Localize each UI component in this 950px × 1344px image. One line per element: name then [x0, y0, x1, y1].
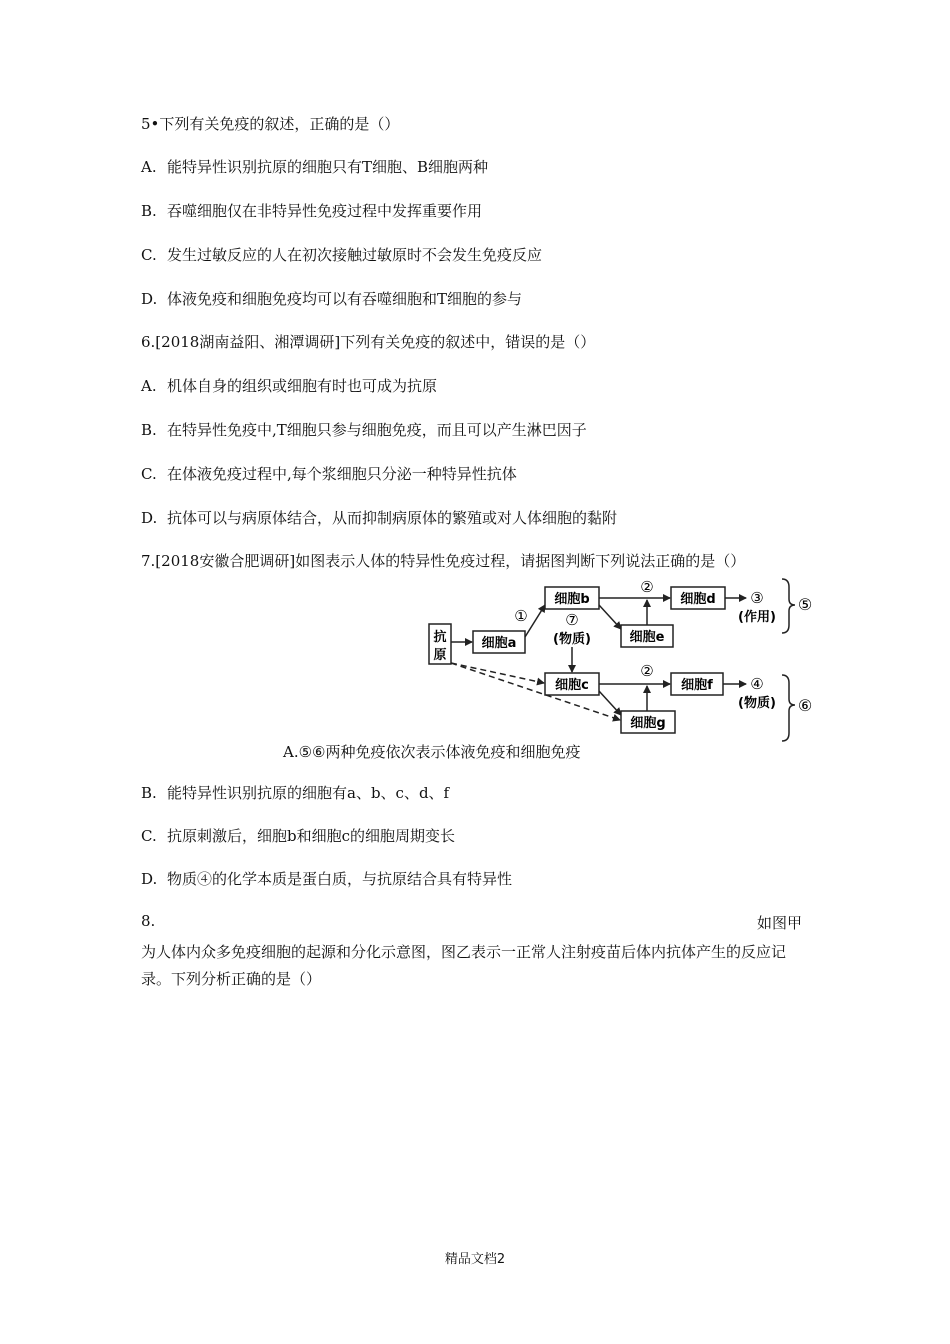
q5-option-b — [141, 201, 482, 221]
q5-stem: 5•下列有关免疫的叙述，正确的是（） — [141, 115, 400, 133]
cell-g-box — [621, 711, 675, 733]
brace-5 — [782, 579, 795, 633]
page-footer: 精品文档2 — [444, 1252, 506, 1267]
label-1: ① — [514, 607, 528, 625]
label-6: ⑥ — [797, 696, 813, 715]
dashed-arrow-antigen-to-c — [451, 663, 544, 683]
cell-c-label: 细胞c — [555, 678, 589, 693]
immune-process-diagram — [425, 575, 815, 745]
option-letter: D. — [141, 509, 158, 527]
option-letter: C. — [141, 246, 157, 264]
cell-c-box — [545, 673, 599, 695]
option-text: 能特异性识别抗原的细胞只有T细胞、B细胞两种 — [167, 158, 489, 176]
antigen-label-bottom: 原 — [433, 648, 447, 663]
option-letter: C. — [141, 827, 157, 845]
antigen-label-top: 抗 — [433, 630, 447, 645]
q5-option-c — [141, 245, 542, 265]
option-letter: B. — [141, 784, 157, 802]
brace-6 — [782, 675, 795, 741]
option-letter: C. — [141, 465, 157, 483]
label-3: ③ — [750, 589, 764, 607]
option-text: 能特异性识别抗原的细胞有a、b、c、d、f — [167, 784, 450, 802]
q7-option-b — [141, 783, 449, 803]
arrow-b-to-e — [599, 605, 621, 629]
q7-option-d — [141, 869, 512, 889]
q8-lead-text: 如图甲 — [756, 914, 802, 932]
q7-stem: 7.[2018安徽合肥调研]如图表示人体的特异性免疫过程，请据图判断下列说法正确的是（） — [141, 552, 746, 570]
q6-stem: 6.[2018湖南益阳、湘潭调研]下列有关免疫的叙述中，错误的是（） — [141, 333, 596, 351]
cell-d-label: 细胞d — [680, 592, 716, 607]
option-letter: A. — [141, 158, 157, 176]
cell-a-label: 细胞a — [481, 636, 517, 651]
q5-option-a — [141, 157, 488, 177]
arrow-a-to-b — [525, 605, 545, 637]
q7-option-a: A.⑤⑥两种免疫依次表示体液免疫和细胞免疫 — [283, 743, 581, 761]
option-text: 体液免疫和细胞免疫均可以有吞噬细胞和T细胞的参与 — [167, 290, 523, 308]
label-4-note: (物质) — [738, 696, 776, 711]
cell-a-box — [473, 631, 525, 653]
label-2-top: ② — [640, 578, 654, 596]
option-letter: B. — [141, 202, 157, 220]
option-letter: B. — [141, 421, 157, 439]
option-letter: D. — [141, 290, 158, 308]
option-text: 物质④的化学本质是蛋白质，与抗原结合具有特异性 — [167, 870, 513, 888]
option-letter: A. — [141, 377, 157, 395]
arrow-c-to-g — [599, 691, 621, 715]
q6-option-b — [141, 420, 587, 440]
option-text: 抗原刺激后，细胞b和细胞c的细胞周期变长 — [167, 827, 456, 845]
cell-d-box — [671, 587, 725, 609]
q8-stem: 为人体内众多免疫细胞的起源和分化示意图，图乙表示一正常人注射疫苗后体内抗体产生的反应记录。下列分析正确的是（） — [141, 943, 787, 988]
cell-g-label: 细胞g — [630, 716, 666, 731]
cell-b-label: 细胞b — [554, 592, 590, 607]
option-text: 在特异性免疫中,T细胞只参与细胞免疫，而且可以产生淋巴因子 — [167, 421, 587, 439]
q6-option-a — [141, 376, 437, 396]
cell-e-label: 细胞e — [629, 630, 665, 645]
label-7-note: (物质) — [553, 632, 591, 647]
antigen-box — [429, 624, 451, 664]
option-text: 抗体可以与病原体结合，从而抑制病原体的繁殖或对人体细胞的黏附 — [167, 509, 618, 527]
q8-number: 8. — [141, 912, 156, 930]
cell-f-box — [671, 673, 723, 695]
cell-b-box — [545, 587, 599, 609]
label-7: ⑦ — [565, 611, 579, 629]
option-text: 在体液免疫过程中,每个浆细胞只分泌一种特异性抗体 — [167, 465, 517, 483]
cell-e-box — [621, 625, 673, 647]
option-text: 吞噬细胞仅在非特异性免疫过程中发挥重要作用 — [167, 202, 483, 220]
option-text: 机体自身的组织或细胞有时也可成为抗原 — [167, 377, 438, 395]
q7-option-c — [141, 826, 455, 846]
q5-option-d — [141, 289, 522, 309]
label-5: ⑤ — [797, 595, 813, 614]
option-letter: D. — [141, 870, 158, 888]
option-text: 发生过敏反应的人在初次接触过敏原时不会发生免疫反应 — [167, 246, 543, 264]
q6-option-c — [141, 464, 517, 484]
label-2-bottom: ② — [640, 662, 654, 680]
label-3-note: (作用) — [738, 610, 776, 625]
q6-option-d — [141, 508, 617, 528]
label-4: ④ — [750, 675, 764, 693]
cell-f-label: 细胞f — [681, 678, 713, 693]
